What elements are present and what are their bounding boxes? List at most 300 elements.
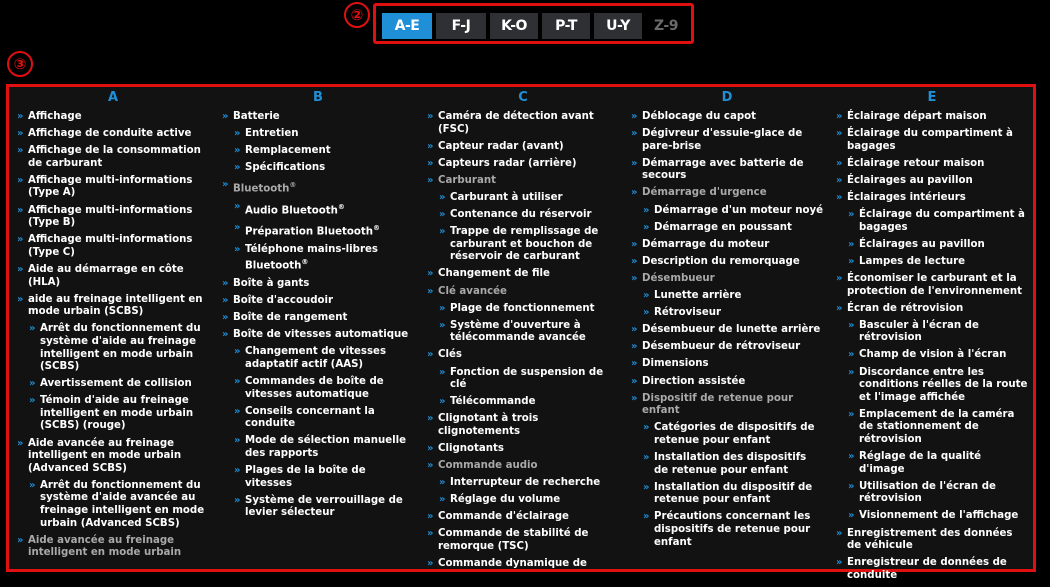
- entry-label: Éclairage du compartiment à bagages: [859, 209, 1025, 233]
- index-subentry-link[interactable]: [439, 477, 619, 490]
- entry-label: Plages de la boîte de vitesses: [245, 465, 366, 489]
- chevron-right-icon: »: [17, 293, 24, 305]
- chevron-right-icon: »: [643, 422, 650, 434]
- chevron-right-icon: »: [643, 481, 650, 493]
- entry-label: Batterie: [233, 111, 280, 122]
- entry-label: Clés: [438, 349, 462, 361]
- entry-label: Bluetooth: [233, 183, 290, 195]
- chevron-right-icon: »: [234, 494, 241, 506]
- index-subentry-link[interactable]: [848, 349, 1028, 362]
- chevron-right-icon: »: [17, 437, 24, 449]
- entry-label: Basculer à l'écran de rétrovision: [859, 319, 979, 344]
- index-entry-link[interactable]: [631, 341, 823, 354]
- index-subentry-link[interactable]: [234, 128, 414, 141]
- chevron-right-icon: »: [29, 378, 36, 390]
- entry-label: Changement de file: [438, 268, 550, 280]
- index-subentry-link[interactable]: [643, 511, 823, 549]
- chevron-right-icon: »: [848, 451, 855, 463]
- index-entry-link[interactable]: [427, 558, 619, 571]
- tab-u-y[interactable]: U-Y: [594, 13, 642, 39]
- index-subentry-link[interactable]: [848, 239, 1028, 252]
- registered-mark: ®: [337, 202, 345, 211]
- chevron-right-icon: »: [643, 290, 650, 302]
- chevron-right-icon: »: [836, 157, 843, 169]
- entry-label: Déblocage du capot: [642, 111, 756, 122]
- index-entry-link[interactable]: [836, 557, 1028, 582]
- chevron-right-icon: »: [643, 307, 650, 319]
- entry-label: Éclairage départ maison: [847, 111, 987, 122]
- entry-label: Clé avancée: [438, 285, 507, 297]
- chevron-right-icon: »: [643, 204, 650, 216]
- chevron-right-icon: »: [427, 558, 434, 570]
- chevron-right-icon: »: [29, 395, 36, 407]
- chevron-right-icon: »: [427, 285, 434, 297]
- index-entry-link[interactable]: [836, 158, 1028, 171]
- entry-label: Capteurs radar (arrière): [438, 157, 577, 169]
- entry-label: Commande audio: [438, 460, 538, 472]
- index-entry-link[interactable]: [631, 111, 823, 124]
- entry-label: Aide au démarrage en côte (HLA): [28, 263, 184, 288]
- chevron-right-icon: »: [631, 341, 638, 353]
- index-subentry-link[interactable]: [439, 303, 619, 316]
- chevron-right-icon: »: [427, 460, 434, 472]
- index-entry-link[interactable]: [836, 175, 1028, 188]
- chevron-right-icon: »: [222, 277, 229, 289]
- entry-label: Clignotant à trois clignotements: [438, 413, 539, 437]
- entry-list: [222, 111, 414, 520]
- column-heading: B: [313, 90, 323, 105]
- chevron-right-icon: »: [848, 349, 855, 361]
- index-subentry-link[interactable]: [439, 226, 619, 264]
- index-group-heading[interactable]: [427, 286, 619, 299]
- chevron-right-icon: »: [222, 179, 229, 191]
- chevron-right-icon: »: [631, 238, 638, 250]
- index-subentry-link[interactable]: [234, 244, 414, 274]
- chevron-right-icon: »: [836, 557, 843, 569]
- entry-label: Direction assistée: [642, 375, 746, 387]
- index-column-c: [427, 90, 619, 575]
- entry-label: Démarrage du moteur: [642, 238, 770, 250]
- chevron-right-icon: »: [439, 396, 446, 408]
- index-entry-link[interactable]: [222, 329, 414, 342]
- entry-label: Démarrage d'urgence: [642, 187, 767, 199]
- entry-label: Démarrage en poussant: [654, 221, 792, 233]
- index-subentry-link[interactable]: [234, 346, 414, 371]
- index-entry-link[interactable]: [427, 528, 619, 553]
- chevron-right-icon: »: [836, 527, 843, 539]
- entry-label: Plage de fonctionnement: [450, 302, 595, 314]
- entry-label: Éclairage retour maison: [847, 157, 985, 169]
- entry-list: [427, 111, 619, 571]
- index-entry-link[interactable]: [222, 111, 414, 124]
- chevron-right-icon: »: [836, 174, 843, 186]
- entry-label: Clignotants: [438, 442, 504, 454]
- chevron-right-icon: »: [29, 323, 36, 335]
- chevron-right-icon: »: [17, 234, 24, 246]
- index-group-heading[interactable]: [427, 175, 619, 188]
- index-subentry-link[interactable]: [848, 256, 1028, 269]
- chevron-right-icon: »: [234, 128, 241, 140]
- chevron-right-icon: »: [631, 157, 638, 169]
- entry-label: Discordance entre les conditions réelles de la route et l'image affichée: [859, 366, 1028, 403]
- entry-label: Conseils concernant la conduite: [245, 405, 375, 430]
- chevron-right-icon: »: [836, 128, 843, 140]
- callout-marker-tabs: ②: [344, 2, 370, 28]
- tab-k-o[interactable]: K-O: [490, 13, 538, 39]
- entry-label: Démarrage d'un moteur noyé: [654, 204, 824, 216]
- index-entry-link[interactable]: [836, 111, 1028, 124]
- entry-label: Commandes de boîte de vitesses automatique: [245, 375, 384, 400]
- entry-label: Système de verrouillage de levier sélecteur: [245, 494, 403, 519]
- entry-label: Éclairages au pavillon: [859, 238, 985, 250]
- chevron-right-icon: »: [234, 346, 241, 358]
- index-entry-link[interactable]: [17, 438, 209, 476]
- chevron-right-icon: »: [631, 375, 638, 387]
- alphabet-tab-group: [373, 3, 694, 44]
- index-entry-link[interactable]: [222, 312, 414, 325]
- chevron-right-icon: »: [848, 480, 855, 492]
- index-entry-link[interactable]: [427, 268, 619, 281]
- index-subentry-link[interactable]: [848, 320, 1028, 345]
- chevron-right-icon: »: [631, 128, 638, 140]
- index-entry-link[interactable]: [836, 303, 1028, 316]
- index-entry-link[interactable]: [17, 234, 209, 259]
- entry-label: Boîte de rangement: [233, 312, 348, 324]
- entry-label: Aide avancée au freinage intelligent en mode urbain (Advanced SCBS): [28, 437, 182, 474]
- entry-label: Télécommande: [450, 396, 536, 408]
- chevron-right-icon: »: [222, 111, 229, 122]
- chevron-right-icon: »: [439, 494, 446, 506]
- chevron-right-icon: »: [234, 435, 241, 447]
- index-subentry-link[interactable]: [234, 495, 414, 520]
- index-subentry-link[interactable]: [643, 422, 823, 447]
- chevron-right-icon: »: [631, 272, 638, 284]
- callout-marker-index: ③: [7, 51, 33, 77]
- entry-label: Entretien: [245, 128, 299, 140]
- tab-p-t[interactable]: P-T: [542, 13, 590, 39]
- chevron-right-icon: »: [427, 528, 434, 540]
- index-column-d: [631, 90, 823, 554]
- entry-label: Précautions concernant les dispositifs de retenue pour enfant: [654, 511, 811, 548]
- entry-label: Caméra de détection avant (FSC): [438, 111, 594, 135]
- entry-label: Arrêt du fonctionnement du système d'aide au freinage intelligent en mode urbain (SCBS): [40, 323, 201, 373]
- index-subentry-link[interactable]: [643, 482, 823, 507]
- index-subentry-link[interactable]: [29, 323, 209, 373]
- index-entry-link[interactable]: [427, 141, 619, 154]
- index-subentry-link[interactable]: [643, 452, 823, 477]
- entry-label: Témoin d'aide au freinage intelligent en mode urbain (SCBS) (rouge): [40, 395, 194, 432]
- chevron-right-icon: »: [439, 319, 446, 331]
- entry-label: Économiser le carburant et la protection de l'environnement: [847, 272, 1023, 297]
- chevron-right-icon: »: [848, 408, 855, 420]
- index-entry-link[interactable]: [17, 145, 209, 170]
- index-entry-link[interactable]: [836, 192, 1028, 205]
- chevron-right-icon: »: [848, 238, 855, 250]
- index-group-heading[interactable]: [631, 273, 823, 286]
- index-column-b: [222, 90, 414, 524]
- chevron-right-icon: »: [234, 222, 241, 234]
- index-subentry-link[interactable]: [439, 192, 619, 205]
- chevron-right-icon: »: [631, 111, 638, 122]
- chevron-right-icon: »: [222, 312, 229, 324]
- index-subentry-link[interactable]: [439, 396, 619, 409]
- index-subentry-link[interactable]: [848, 481, 1028, 506]
- index-group-heading[interactable]: [631, 393, 823, 418]
- chevron-right-icon: »: [427, 511, 434, 523]
- chevron-right-icon: »: [848, 510, 855, 522]
- entry-label: Arrêt du fonctionnement du système d'aide avancée au freinage intelligent en mode urbain (Advanced SCBS): [40, 479, 205, 529]
- chevron-right-icon: »: [631, 324, 638, 336]
- entry-label: Dégivreur d'essuie-glace de pare-brise: [642, 128, 803, 152]
- entry-label: Téléphone mains-libres Bluetooth: [245, 243, 378, 272]
- entry-label: Démarrage avec batterie de secours: [642, 157, 804, 182]
- chevron-right-icon: »: [222, 329, 229, 341]
- index-subentry-link[interactable]: [234, 201, 414, 218]
- entry-label: Réglage du volume: [450, 494, 561, 506]
- chevron-right-icon: »: [234, 243, 241, 255]
- column-heading: C: [518, 90, 528, 105]
- entry-label: Emplacement de la caméra de stationnement de rétrovision: [859, 408, 1015, 445]
- index-subentry-link[interactable]: [234, 145, 414, 158]
- chevron-right-icon: »: [836, 272, 843, 284]
- chevron-right-icon: »: [836, 302, 843, 314]
- chevron-right-icon: »: [439, 209, 446, 221]
- index-group-heading[interactable]: [427, 460, 619, 473]
- chevron-right-icon: »: [439, 302, 446, 314]
- index-subentry-link[interactable]: [439, 320, 619, 345]
- index-subentry-link[interactable]: [848, 367, 1028, 405]
- index-subentry-link[interactable]: [29, 395, 209, 433]
- entry-label: Changement de vitesses adaptatif actif (AAS): [245, 346, 387, 370]
- index-entry-link[interactable]: [222, 278, 414, 291]
- chevron-right-icon: »: [234, 200, 241, 212]
- chevron-right-icon: »: [234, 145, 241, 157]
- index-entry-link[interactable]: [17, 294, 209, 319]
- alphabet-tabs: [382, 13, 686, 39]
- chevron-right-icon: »: [439, 477, 446, 489]
- entry-label: Mode de sélection manuelle des rapports: [245, 435, 407, 459]
- index-subentry-link[interactable]: [643, 307, 823, 320]
- entry-label: Rétroviseur: [654, 307, 722, 319]
- entry-label: Installation du dispositif de retenue pour enfant: [654, 481, 813, 506]
- chevron-right-icon: »: [848, 366, 855, 378]
- chevron-right-icon: »: [631, 187, 638, 199]
- entry-label: Préparation Bluetooth: [245, 226, 374, 238]
- chevron-right-icon: »: [848, 319, 855, 331]
- chevron-right-icon: »: [427, 268, 434, 280]
- chevron-right-icon: »: [17, 145, 24, 157]
- column-heading: D: [721, 90, 733, 105]
- index-column-a: [17, 90, 209, 564]
- entry-label: Désembueur de lunette arrière: [642, 324, 821, 336]
- entry-label: Boîte à gants: [233, 277, 310, 289]
- entry-label: Affichage multi-informations (Type C): [28, 234, 193, 258]
- index-entry-link[interactable]: [17, 128, 209, 141]
- index-entry-link[interactable]: [836, 528, 1028, 553]
- chevron-right-icon: »: [439, 191, 446, 203]
- index-subentry-link[interactable]: [234, 376, 414, 401]
- chevron-right-icon: »: [631, 358, 638, 370]
- entry-label: Système d'ouverture à télécommande avancée: [450, 319, 586, 344]
- column-heading: A: [107, 90, 119, 105]
- chevron-right-icon: »: [848, 255, 855, 267]
- entry-label: Capteur radar (avant): [438, 140, 564, 152]
- index-subentry-link[interactable]: [848, 510, 1028, 523]
- entry-label: Affichage de la consommation de carburant: [28, 145, 201, 169]
- chevron-right-icon: »: [643, 511, 650, 523]
- index-entry-link[interactable]: [427, 349, 619, 362]
- entry-label: Spécifications: [245, 162, 326, 174]
- entry-label: Dispositif de retenue pour enfant: [642, 392, 794, 417]
- index-group-heading[interactable]: [222, 179, 414, 196]
- chevron-right-icon: »: [631, 392, 638, 404]
- index-entry-link[interactable]: [17, 205, 209, 230]
- entry-label: Utilisation de l'écran de rétrovision: [859, 480, 996, 505]
- entry-label: Remplacement: [245, 145, 331, 157]
- entry-label: Éclairage du compartiment à bagages: [847, 128, 1013, 152]
- entry-label: Champ de vision à l'écran: [859, 349, 1007, 361]
- index-subentry-link[interactable]: [848, 451, 1028, 476]
- index-subentry-link[interactable]: [234, 162, 414, 175]
- entry-label: aide au freinage intelligent en mode urbain (SCBS): [28, 293, 203, 318]
- index-entry-link[interactable]: [836, 273, 1028, 298]
- entry-label: Affichage multi-informations (Type B): [28, 204, 193, 229]
- index-subentry-link[interactable]: [848, 409, 1028, 447]
- index-entry-link[interactable]: [427, 511, 619, 524]
- entry-list: [17, 111, 209, 560]
- chevron-right-icon: »: [427, 413, 434, 425]
- chevron-right-icon: »: [439, 366, 446, 378]
- entry-list: [836, 111, 1028, 582]
- chevron-right-icon: »: [17, 263, 24, 275]
- chevron-right-icon: »: [427, 111, 434, 122]
- index-subentry-link[interactable]: [439, 209, 619, 222]
- entry-label: Carburant: [438, 174, 496, 186]
- index-entry-link[interactable]: [631, 324, 823, 337]
- index-entry-link[interactable]: [427, 413, 619, 438]
- tab-a-e[interactable]: A-E: [382, 13, 432, 39]
- entry-label: Affichage de conduite active: [28, 128, 192, 140]
- index-entry-link[interactable]: [631, 256, 823, 269]
- index-group-heading[interactable]: [17, 535, 209, 560]
- index-subentry-link[interactable]: [439, 367, 619, 392]
- index-subentry-link[interactable]: [29, 480, 209, 530]
- index-subentry-link[interactable]: [234, 435, 414, 460]
- entry-label: Écran de rétrovision: [847, 302, 964, 314]
- index-entry-link[interactable]: [631, 376, 823, 389]
- registered-mark: ®: [301, 258, 309, 267]
- entry-label: Trappe de remplissage de carburant et bouchon de réservoir de carburant: [450, 226, 599, 263]
- entry-label: Enregistreur de données de conduite: [847, 557, 1007, 581]
- entry-label: Désembueur de rétroviseur: [642, 341, 801, 353]
- chevron-right-icon: »: [427, 174, 434, 186]
- alphabetical-index-panel: [6, 84, 1036, 581]
- entry-label: Enregistrement des données de véhicule: [847, 527, 1013, 552]
- entry-label: Interrupteur de recherche: [450, 477, 601, 489]
- index-entry-link[interactable]: [631, 239, 823, 252]
- entry-label: Fonction de suspension de clé: [450, 366, 604, 391]
- index-subentry-link[interactable]: [29, 378, 209, 391]
- tab-f-j[interactable]: F-J: [436, 13, 486, 39]
- entry-label: Commande de stabilité de remorque (TSC): [438, 528, 589, 553]
- index-subentry-link[interactable]: [234, 406, 414, 431]
- chevron-right-icon: »: [17, 174, 24, 186]
- entry-label: Audio Bluetooth: [245, 205, 338, 217]
- index-entry-link[interactable]: [631, 128, 823, 153]
- index-entry-link[interactable]: [631, 358, 823, 371]
- chevron-right-icon: »: [427, 140, 434, 152]
- chevron-right-icon: »: [17, 128, 24, 140]
- entry-label: Boîte de vitesses automatique: [233, 329, 409, 341]
- index-subentry-link[interactable]: [848, 209, 1028, 234]
- index-subentry-link[interactable]: [234, 465, 414, 490]
- entry-label: Réglage de la qualité d'image: [859, 451, 982, 475]
- chevron-right-icon: »: [234, 375, 241, 387]
- entry-label: Avertissement de collision: [40, 378, 192, 390]
- index-group-heading[interactable]: [631, 187, 823, 200]
- chevron-right-icon: »: [643, 221, 650, 233]
- entry-label: Lampes de lecture: [859, 255, 966, 267]
- chevron-right-icon: »: [234, 162, 241, 174]
- chevron-right-icon: »: [439, 226, 446, 238]
- index-column-e: [836, 90, 1028, 587]
- index-subentry-link[interactable]: [643, 290, 823, 303]
- entry-label: Carburant à utiliser: [450, 191, 563, 203]
- entry-label: Commande d'éclairage: [438, 511, 569, 523]
- chevron-right-icon: »: [234, 405, 241, 417]
- index-entry-link[interactable]: [17, 264, 209, 289]
- entry-label: Éclairages au pavillon: [847, 174, 973, 186]
- entry-label: Aide avancée au freinage intelligent en mode urbain: [28, 534, 182, 559]
- chevron-right-icon: »: [222, 295, 229, 306]
- chevron-right-icon: »: [427, 157, 434, 169]
- index-entry-link[interactable]: [427, 158, 619, 171]
- registered-mark: ®: [373, 224, 381, 233]
- chevron-right-icon: »: [17, 111, 24, 122]
- index-entry-link[interactable]: [17, 111, 209, 124]
- chevron-right-icon: »: [643, 451, 650, 463]
- index-entry-link[interactable]: [427, 443, 619, 456]
- entry-label: Commande dynamique de: [438, 558, 587, 570]
- chevron-right-icon: »: [848, 209, 855, 221]
- entry-label: Boîte d'accoudoir: [233, 295, 334, 306]
- column-heading: E: [927, 90, 937, 105]
- index-entry-link[interactable]: [836, 128, 1028, 153]
- registered-mark: ®: [289, 181, 297, 190]
- entry-label: Description du remorquage: [642, 255, 800, 267]
- index-entry-link[interactable]: [427, 111, 619, 136]
- index-entry-link[interactable]: [17, 175, 209, 200]
- index-subentry-link[interactable]: [643, 222, 823, 235]
- chevron-right-icon: »: [836, 111, 843, 122]
- tab-z-9: Z-9: [654, 18, 678, 34]
- index-entry-link[interactable]: [222, 295, 414, 308]
- entry-label: Visionnement de l'affichage: [859, 510, 1019, 522]
- chevron-right-icon: »: [17, 204, 24, 216]
- index-subentry-link[interactable]: [439, 494, 619, 507]
- entry-label: Éclairages intérieurs: [847, 191, 966, 203]
- index-subentry-link[interactable]: [643, 205, 823, 218]
- entry-label: Dimensions: [642, 358, 709, 370]
- index-subentry-link[interactable]: [234, 222, 414, 239]
- entry-label: Lunette arrière: [654, 290, 742, 302]
- chevron-right-icon: »: [234, 465, 241, 477]
- entry-label: Affichage: [28, 111, 82, 122]
- entry-label: Désembueur: [642, 272, 715, 284]
- index-entry-link[interactable]: [631, 158, 823, 183]
- chevron-right-icon: »: [836, 191, 843, 203]
- entry-list: [631, 111, 823, 549]
